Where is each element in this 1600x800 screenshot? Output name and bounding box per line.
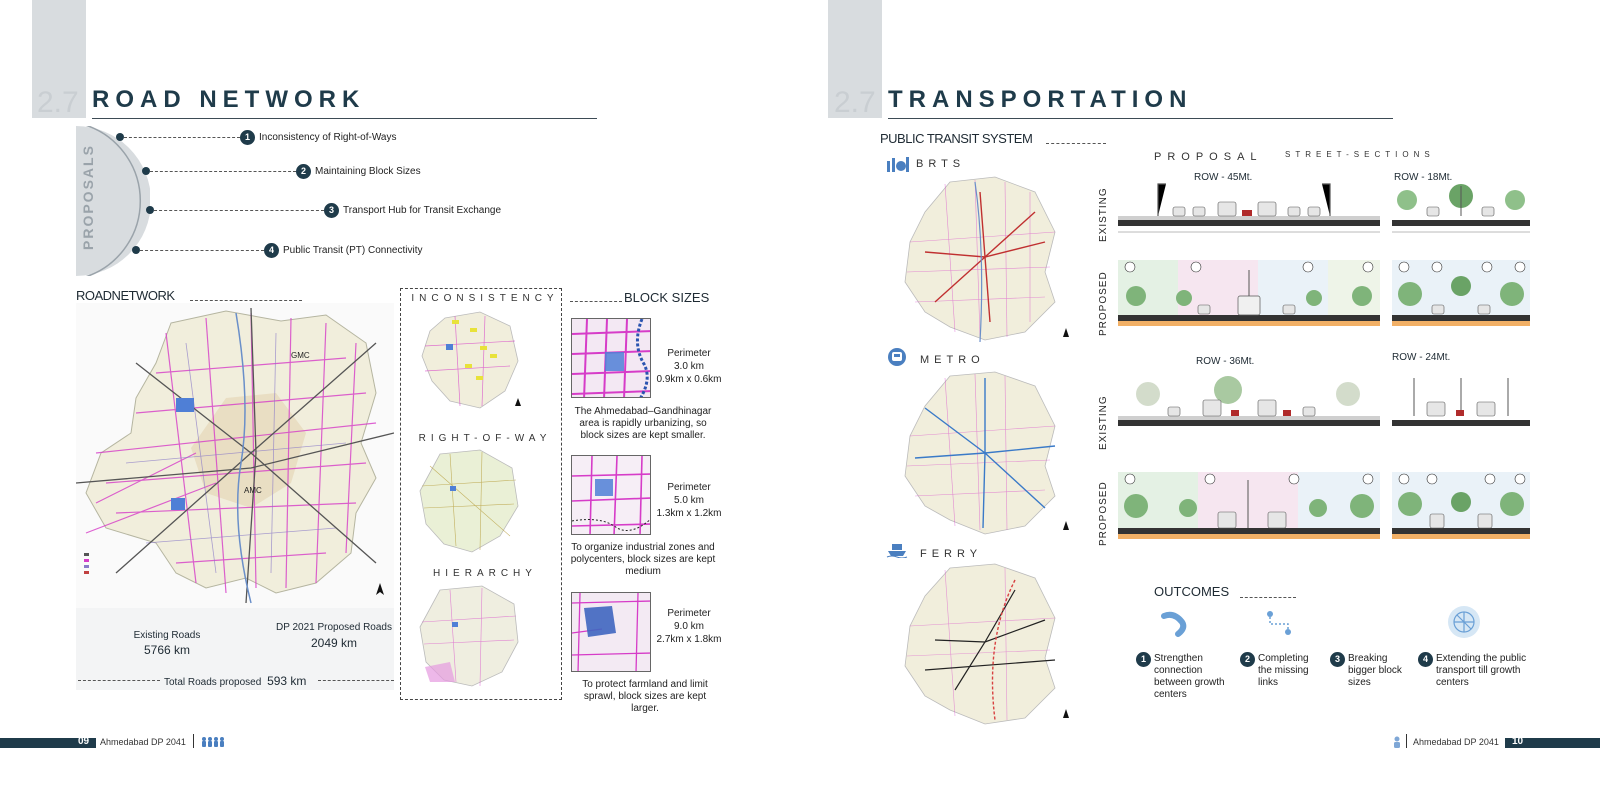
block-image-medium	[571, 455, 651, 535]
map-label-amc: AMC	[244, 486, 262, 495]
outcome-text: Extending the public transport till growth centers	[1436, 653, 1527, 688]
row-label-45: ROW - 45Mt.	[1194, 172, 1253, 183]
mode-label-ferry: FERRY	[920, 548, 983, 560]
network-icon	[1446, 604, 1482, 645]
dp2021-roads-label: DP 2021 Proposed Roads	[275, 622, 392, 633]
block-large-perimeter-label: Perimeter	[667, 608, 711, 619]
total-roads-value: 593 km	[267, 674, 307, 688]
ferry-map	[895, 560, 1075, 728]
existing-label-top: EXISTING	[1098, 187, 1109, 242]
hierarchy-map	[410, 582, 530, 694]
outcomes-heading: OUTCOMES	[1154, 584, 1230, 599]
proposed-label-bottom: PROPOSED	[1098, 481, 1109, 546]
block-medium-dims: 1.3km x 1.2km	[656, 508, 722, 519]
proposal-dash	[154, 210, 324, 211]
panel-label-hierarchy: HIERARCHY	[433, 568, 537, 579]
row-label-18: ROW - 18Mt.	[1394, 172, 1453, 183]
panel-label-right-of-way: RIGHT-OF-WAY	[418, 433, 552, 444]
section-36-existing	[1118, 372, 1380, 448]
existing-roads-value: 5766 km	[143, 643, 191, 657]
block-sizes-heading: BLOCK SIZES	[624, 290, 710, 305]
proposal-dot	[146, 206, 154, 214]
block-small-perimeter: 3.0 km	[673, 361, 704, 372]
right-page-number: 10	[1512, 736, 1524, 747]
map-label-gmc: GMC	[291, 351, 310, 360]
proposed-label-top: PROPOSED	[1098, 271, 1109, 336]
heading-dash	[1046, 143, 1106, 144]
block-small-dims: 0.9km x 0.6km	[656, 374, 722, 385]
outcome-number: 4	[1418, 652, 1433, 667]
proposal-item-1	[240, 130, 396, 145]
outcome-number: 3	[1330, 652, 1345, 667]
inconsistency-map	[410, 306, 530, 418]
road-network-map	[76, 303, 394, 608]
section-45-proposed	[1118, 260, 1380, 340]
block-image-small	[571, 318, 651, 398]
left-page-number: 09	[78, 736, 90, 747]
block-medium-perimeter-label: Perimeter	[667, 482, 711, 493]
right-footer-text: Ahmedabad DP 2041	[1413, 737, 1499, 747]
road-network-heading: ROADNETWORK	[76, 288, 175, 303]
mode-label-brts: BRTS	[916, 158, 966, 170]
left-page-title: ROAD NETWORK	[92, 86, 366, 113]
total-roads	[164, 674, 306, 688]
outcome-number: 2	[1240, 652, 1255, 667]
street-sections-label: STREET-SECTIONS	[1285, 150, 1435, 159]
proposal-number: 2	[296, 164, 311, 179]
mode-label-metro: METRO	[920, 354, 985, 366]
proposals-label: PROPOSALS	[80, 144, 96, 250]
proposal-label: PROPOSAL	[1154, 151, 1263, 163]
brts-map	[895, 172, 1075, 347]
proposal-dash	[124, 137, 240, 138]
proposal-dot	[142, 167, 150, 175]
left-title-rule	[92, 118, 597, 119]
section-36-proposed	[1118, 472, 1380, 554]
left-section-number: 2.7	[37, 86, 79, 119]
metro-map	[895, 368, 1075, 540]
total-roads-label: Total Roads proposed	[164, 677, 262, 688]
outcome-text: Breaking bigger block sizes	[1348, 653, 1402, 688]
outcome-text: Strengthen connection between growth centers	[1154, 653, 1225, 700]
right-of-way-map	[410, 446, 530, 558]
section-18-existing	[1392, 180, 1530, 246]
proposal-dot	[116, 133, 124, 141]
people-icon	[200, 735, 224, 753]
total-dash-left	[78, 680, 160, 681]
proposal-text: Maintaining Block Sizes	[315, 166, 421, 177]
existing-roads-label: Existing Roads	[133, 630, 201, 641]
dp2021-roads-value: 2049 km	[310, 636, 358, 650]
public-transit-heading: PUBLIC TRANSIT SYSTEM	[880, 131, 1033, 146]
block-image-large	[571, 592, 651, 672]
block-small-perimeter-label: Perimeter	[667, 348, 711, 359]
right-page-title: TRANSPORTATION	[888, 86, 1193, 113]
row-label-24: ROW - 24Mt.	[1392, 352, 1451, 363]
footer-divider	[1406, 734, 1407, 748]
heading-dash	[190, 300, 302, 301]
panel-label-inconsistency: INCONSISTENCY	[411, 293, 559, 304]
proposal-item-4	[264, 243, 423, 258]
proposal-text: Inconsistency of Right-of-Ways	[259, 132, 397, 143]
connection-icon	[1160, 608, 1190, 643]
heading-dash	[570, 301, 622, 302]
person-icon	[1392, 735, 1402, 753]
block-large-note: To protect farmland and limit sprawl, block sizes are kept larger.	[582, 679, 708, 714]
right-section-number: 2.7	[834, 86, 876, 119]
block-large-perimeter: 9.0 km	[673, 621, 704, 632]
proposal-dash	[150, 171, 296, 172]
section-45-existing	[1118, 180, 1380, 246]
proposal-item-3	[324, 203, 501, 218]
proposal-number: 3	[324, 203, 339, 218]
proposal-text: Transport Hub for Transit Exchange	[343, 205, 502, 216]
outcome-number: 1	[1136, 652, 1151, 667]
footer-divider	[193, 734, 194, 748]
block-medium-note: To organize industrial zones and polycenters, block sizes are kept medium	[570, 542, 716, 577]
block-medium-perimeter: 5.0 km	[673, 495, 704, 506]
route-icon	[1264, 608, 1294, 643]
proposal-number: 4	[264, 243, 279, 258]
row-label-36: ROW - 36Mt.	[1196, 356, 1255, 367]
proposal-text: Public Transit (PT) Connectivity	[283, 245, 423, 256]
proposal-dot	[132, 246, 140, 254]
block-small-note: The Ahmedabad–Gandhinagar area is rapidly urbanizing, so block sizes are kept smaller.	[574, 406, 712, 441]
section-24-proposed	[1392, 472, 1530, 554]
right-title-rule	[888, 118, 1393, 119]
block-large-dims: 2.7km x 1.8km	[656, 634, 722, 645]
total-dash-right	[318, 680, 394, 681]
proposal-dash	[140, 250, 264, 251]
left-footer-text: Ahmedabad DP 2041	[100, 737, 186, 747]
heading-dash	[1240, 597, 1296, 598]
section-24-existing	[1392, 372, 1530, 448]
section-18-proposed	[1392, 260, 1530, 340]
outcome-text: Completing the missing links	[1258, 653, 1309, 688]
existing-label-bottom: EXISTING	[1098, 395, 1109, 450]
proposal-item-2	[296, 164, 421, 179]
proposal-number: 1	[240, 130, 255, 145]
